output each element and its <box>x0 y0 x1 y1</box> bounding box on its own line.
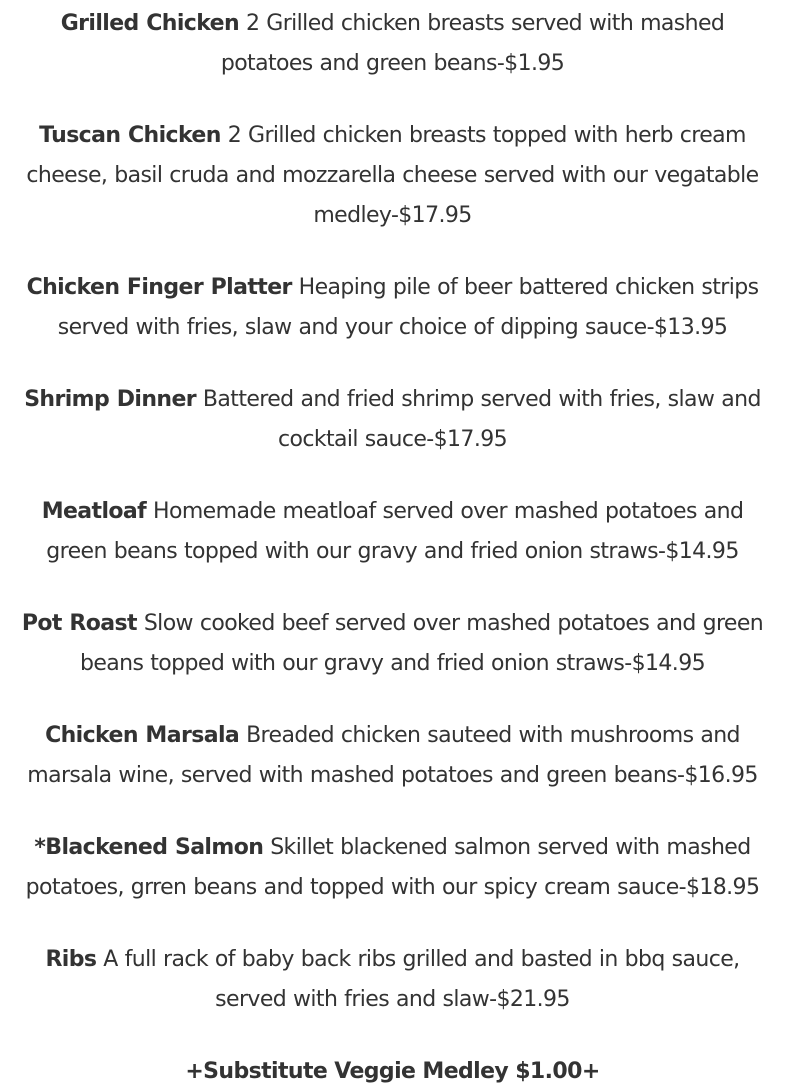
item-description: Heaping pile of beer battered chicken strips served with fries, slaw and your choice of dipping sauce-$13.95 <box>57 275 759 340</box>
menu-item-grilled-chicken <box>18 4 767 84</box>
item-description: Slow cooked beef served over mashed potatoes and green beans topped with our gravy and fried onion straws-$14.95 <box>80 611 764 676</box>
menu-item-meatloaf <box>18 492 767 572</box>
item-name: Shrimp Dinner <box>24 387 197 412</box>
menu-item-chicken-finger-platter <box>18 268 767 348</box>
menu-item-chicken-marsala <box>18 716 767 796</box>
item-description: 2 Grilled chicken breasts served with mashed potatoes and green beans-$1.95 <box>220 11 725 76</box>
menu-item-blackened-salmon <box>18 828 767 908</box>
item-name: Grilled Chicken <box>60 11 240 36</box>
substitute-note: +Substitute Veggie Medley $1.00+ <box>185 1059 600 1084</box>
item-name: Tuscan Chicken <box>39 123 221 148</box>
item-name: Chicken Marsala <box>45 723 240 748</box>
item-description: Battered and fried shrimp served with fries, slaw and cocktail sauce-$17.95 <box>202 387 761 452</box>
item-description: 2 Grilled chicken breasts topped with herb cream cheese, basil cruda and mozzarella cheese served with our vegatable medley-$17.95 <box>26 123 759 228</box>
item-description: A full rack of baby back ribs grilled and basted in bbq sauce, served with fries and slaw-$21.95 <box>103 947 740 1012</box>
menu-item-shrimp-dinner <box>18 380 767 460</box>
item-name: Chicken Finger Platter <box>26 275 292 300</box>
menu-item-ribs <box>18 940 767 1020</box>
item-description: Breaded chicken sauteed with mushrooms and marsala wine, served with mashed potatoes and green beans-$16.95 <box>27 723 758 788</box>
item-name: Pot Roast <box>21 611 137 636</box>
item-description: Homemade meatloaf served over mashed potatoes and green beans topped with our gravy and fried onion straws-$14.95 <box>46 499 744 564</box>
menu-item-pot-roast <box>18 604 767 684</box>
menu-item-tuscan-chicken <box>18 116 767 236</box>
item-description: Skillet blackened salmon served with mashed potatoes, grren beans and topped with our spicy cream sauce-$18.95 <box>25 835 760 900</box>
item-name: Ribs <box>45 947 97 972</box>
item-name: *Blackened Salmon <box>34 835 264 860</box>
item-name: Meatloaf <box>41 499 147 524</box>
